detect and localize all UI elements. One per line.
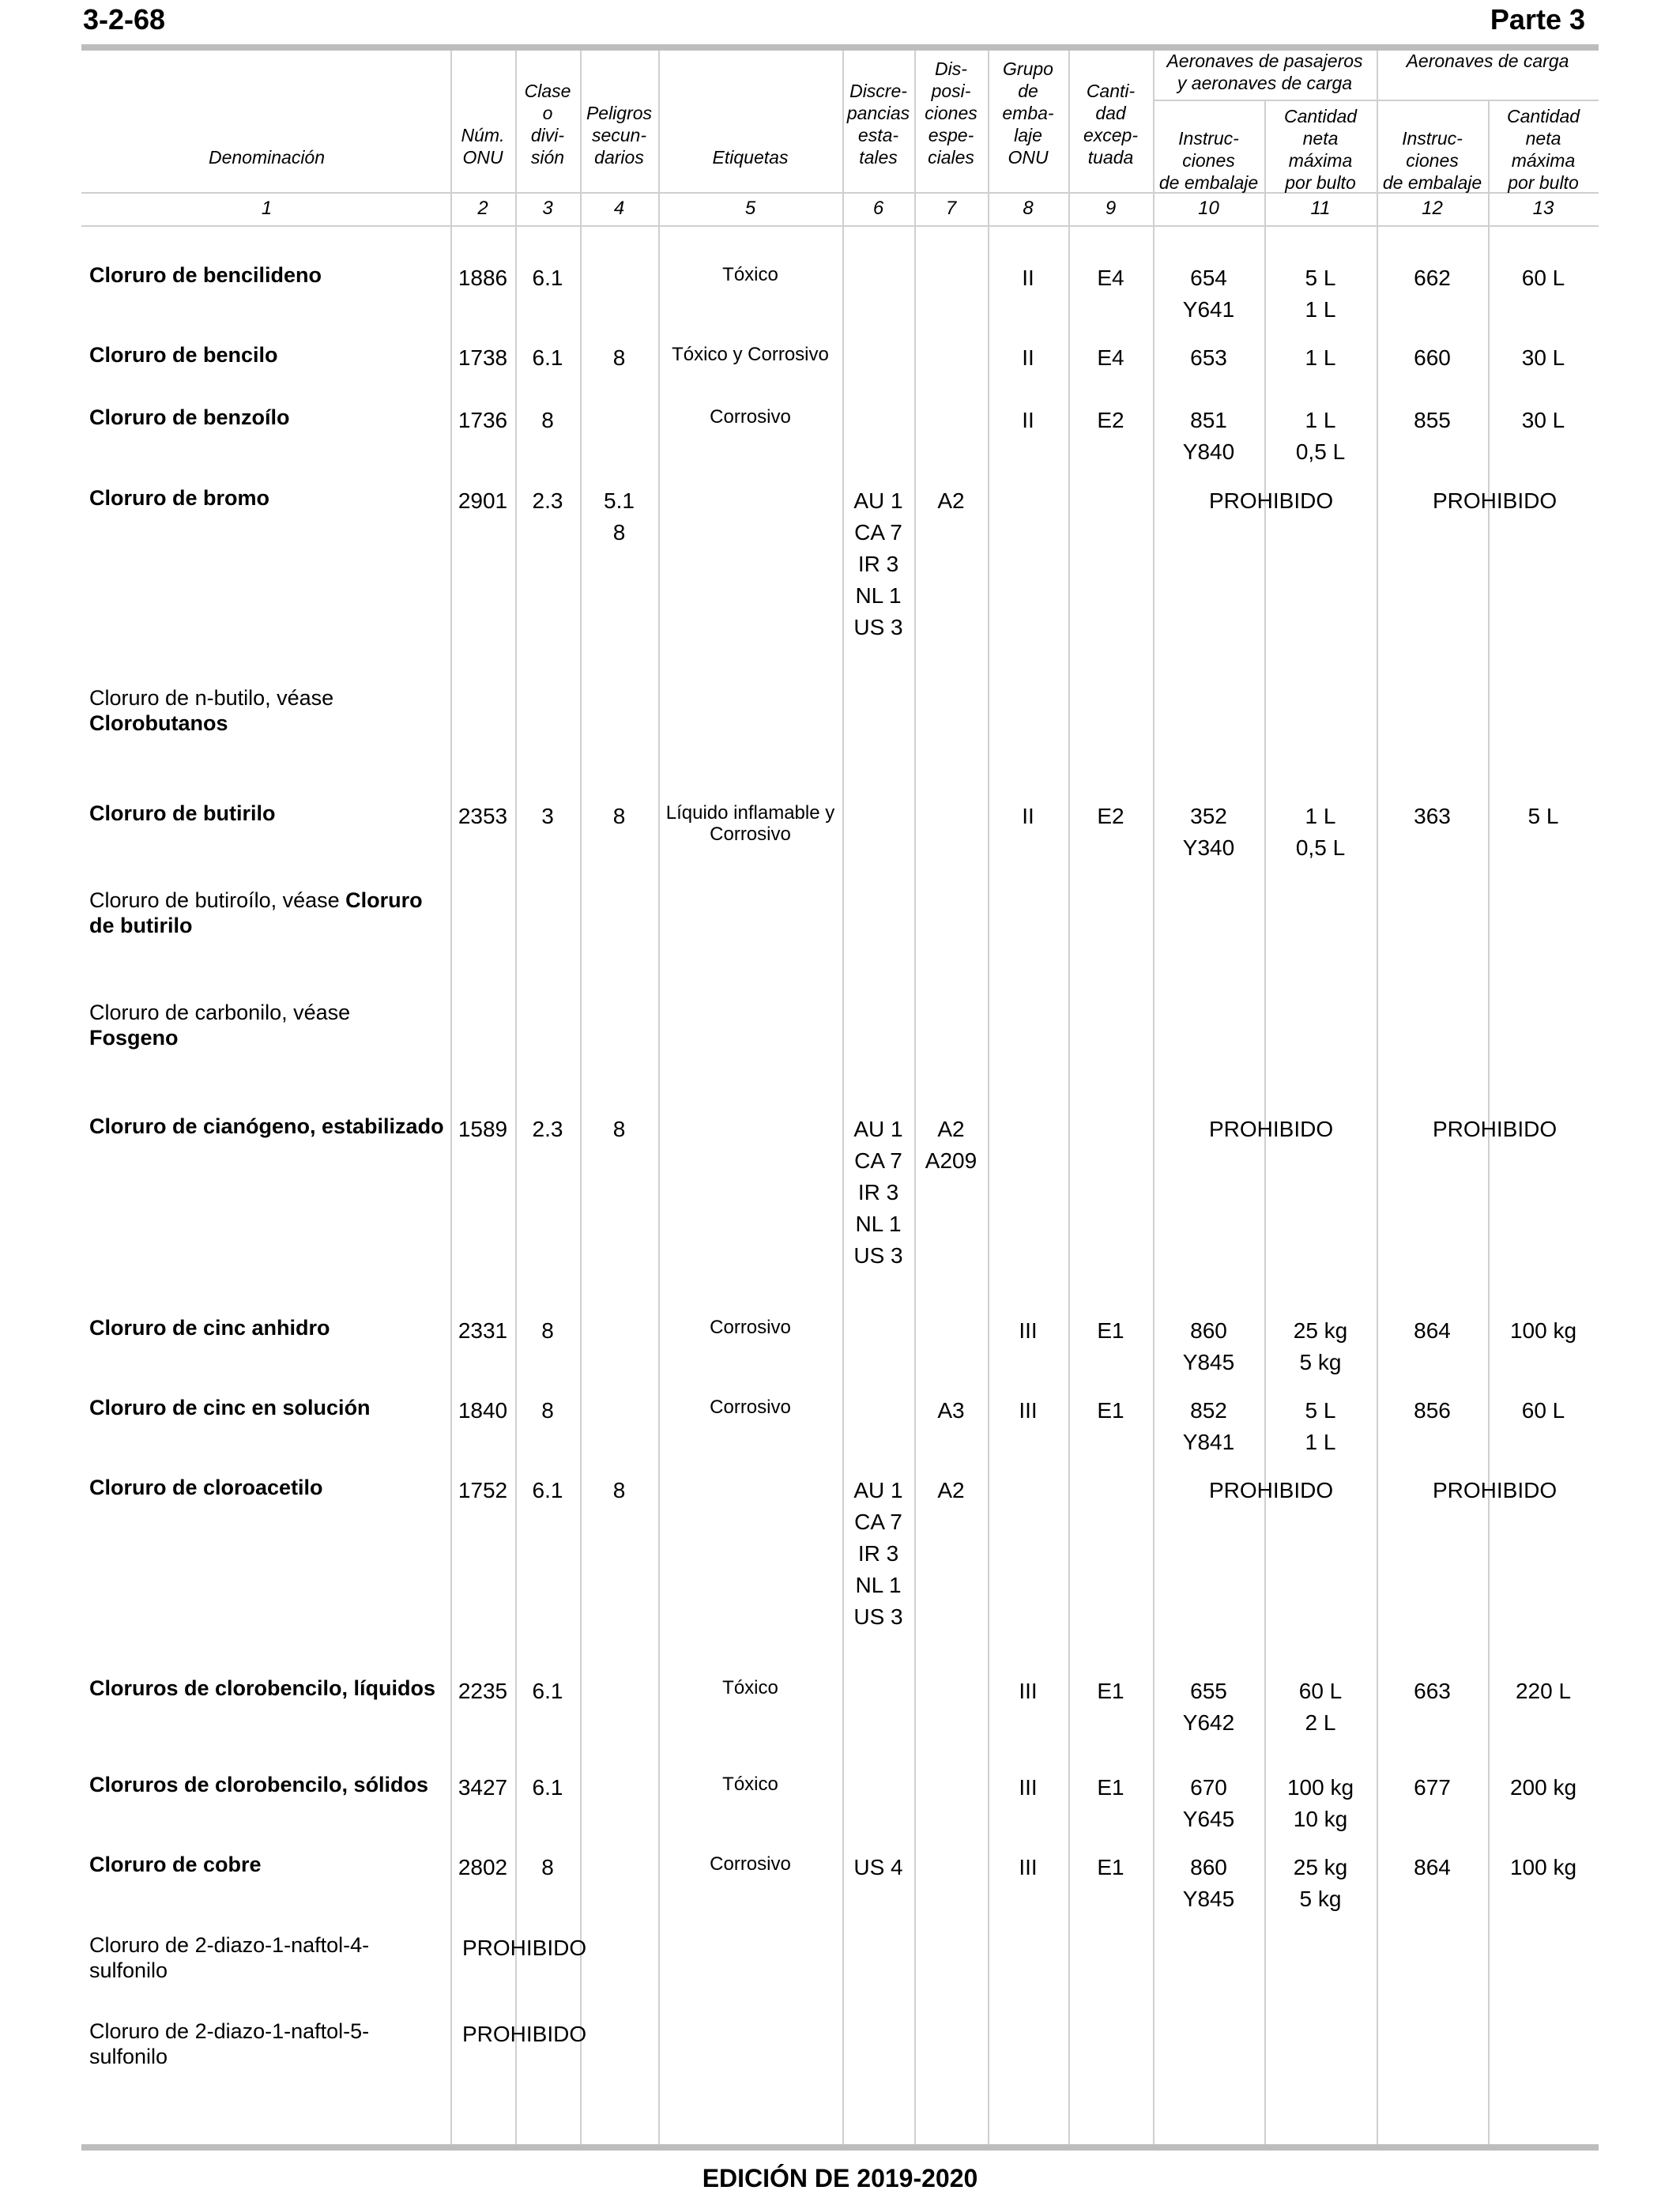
cell-clase: 8 [541, 408, 554, 432]
entry-name: Cloruro de carbonilo, véase Fosgeno [89, 1001, 351, 1050]
prohibited-cargo: PROHIBIDO [1433, 1117, 1558, 1141]
column-number: 9 [1105, 198, 1117, 219]
cell-instr-carga: 363 [1414, 804, 1451, 828]
entry-name: Cloruro de butirilo [89, 801, 276, 825]
cell-clase: 6.1 [532, 1775, 563, 1800]
cell-cant-carga: 60 L [1521, 266, 1565, 290]
cell-cant-pas: 1 L [1305, 345, 1336, 370]
cell-onu: 1840 [458, 1398, 508, 1423]
column-number: 10 [1198, 198, 1219, 219]
page-number: 3-2-68 [83, 3, 166, 36]
prohibited-passenger: PROHIBIDO [1209, 488, 1334, 513]
cell-clase: 6.1 [532, 1478, 563, 1502]
cell-instr-pas: 860 Y845 [1182, 1855, 1235, 1911]
cell-instr-pas: 852 Y841 [1182, 1398, 1235, 1454]
cell-discrepancias: AU 1 CA 7 IR 3 NL 1 US 3 [853, 488, 903, 639]
entry-name: Cloruro de cinc en solución [89, 1396, 371, 1419]
cell-cant-carga: 30 L [1521, 408, 1565, 432]
cell-instr-carga: 864 [1414, 1318, 1451, 1343]
cell-peligros: 8 [612, 345, 626, 370]
cell-clase: 2.3 [532, 488, 563, 513]
cell-peligros: 5.1 8 [604, 488, 635, 545]
cell-instr-pas: 352 Y340 [1182, 804, 1235, 860]
cell-cant-exc: E4 [1097, 266, 1124, 290]
cell-instr-carga: 855 [1414, 408, 1451, 432]
cell-clase: 6.1 [532, 1679, 563, 1703]
cell-onu: 2331 [458, 1318, 508, 1343]
entry-name: Cloruro de cloroacetilo [89, 1476, 323, 1499]
cell-cant-carga: 200 kg [1509, 1775, 1577, 1800]
cell-clase: 8 [541, 1398, 554, 1423]
cell-grupo: II [1022, 345, 1034, 370]
column-divider [842, 51, 844, 2144]
cell-etiquetas: Corrosivo [710, 1853, 791, 1875]
cell-grupo: III [1019, 1679, 1038, 1703]
cell-discrepancias: AU 1 CA 7 IR 3 NL 1 US 3 [853, 1478, 903, 1629]
entry-name: Cloruro de butiroílo, véase Cloruro de butirilo [89, 888, 423, 937]
header-grupo: Grupo de emba- laje ONU [1002, 58, 1054, 168]
cell-onu: 2353 [458, 804, 508, 828]
cell-onu: 1752 [458, 1478, 508, 1502]
entry-name: Cloruro de 2-diazo-1-naftol-5-sulfonilo [89, 2019, 370, 2068]
cell-instr-carga: 856 [1414, 1398, 1451, 1423]
cell-cant-pas: 100 kg 10 kg [1286, 1775, 1354, 1831]
cell-cant-pas: 60 L 2 L [1298, 1679, 1343, 1735]
cross-reference: Clorobutanos [89, 711, 228, 735]
entry-name: Cloruro de bencilideno [89, 263, 322, 287]
cell-cant-pas: 1 L 0,5 L [1295, 804, 1346, 860]
header-pasajeros-group: Aeronaves de pasajeros y aeronaves de carga [1166, 51, 1363, 93]
part-label: Parte 3 [1490, 3, 1585, 36]
column-number: 3 [542, 198, 553, 219]
header-divider [81, 225, 1599, 227]
cell-peligros: 8 [612, 1117, 626, 1141]
header-num-onu: Núm. ONU [461, 125, 505, 168]
cell-onu: 1886 [458, 266, 508, 290]
header-peligros: Peligros secun- darios [586, 103, 653, 168]
column-number: 6 [872, 198, 884, 219]
cell-cant-exc: E1 [1097, 1775, 1124, 1800]
cell-instr-carga: 662 [1414, 266, 1451, 290]
cell-etiquetas: Corrosivo [710, 1397, 791, 1418]
entry-name: Cloruro de cobre [89, 1853, 262, 1876]
cell-instr-pas: 654 Y641 [1182, 266, 1235, 322]
cell-etiquetas: Líquido inflamable y Corrosivo [665, 802, 835, 845]
header-clase: Clase o divi- sión [524, 81, 571, 168]
entry-name: Cloruro de cianógeno, estabilizado [89, 1114, 444, 1138]
cell-clase: 8 [541, 1855, 554, 1879]
cell-grupo: III [1019, 1855, 1038, 1879]
prohibited-cargo: PROHIBIDO [1433, 1478, 1558, 1502]
entry-name: Cloruro de benzoílo [89, 405, 290, 429]
column-number: 1 [261, 198, 273, 219]
cell-instr-carga: 677 [1414, 1775, 1451, 1800]
cell-cant-exc: E1 [1097, 1398, 1124, 1423]
header-disposiciones: Dis- posi- ciones espe- ciales [925, 58, 977, 168]
cell-cant-exc: E4 [1097, 345, 1124, 370]
cell-peligros: 8 [612, 804, 626, 828]
cell-etiquetas: Tóxico [722, 1677, 778, 1698]
cross-reference: Fosgeno [89, 1026, 179, 1050]
entry-name: Cloruro de bromo [89, 486, 269, 510]
cell-cant-pas: 1 L 0,5 L [1295, 408, 1346, 464]
cell-cant-exc: E1 [1097, 1855, 1124, 1879]
cell-instr-pas: 653 [1190, 345, 1227, 370]
entry-name: Cloruro de n-butilo, véase Clorobutanos [89, 686, 334, 735]
cell-onu: 1589 [458, 1117, 508, 1141]
cell-cant-carga: 5 L [1527, 804, 1559, 828]
bottom-rule [81, 2144, 1599, 2151]
cell-grupo: III [1019, 1775, 1038, 1800]
cell-instr-carga: 864 [1414, 1855, 1451, 1879]
cell-cant-exc: E2 [1097, 804, 1124, 828]
entry-name: Cloruro de bencilo [89, 343, 278, 367]
prohibited-entry: PROHIBIDO [462, 1936, 587, 1960]
cell-onu: 1738 [458, 345, 508, 370]
column-number: 2 [477, 198, 488, 219]
cell-disposiciones: A2 [937, 1478, 965, 1502]
cell-grupo: II [1022, 408, 1034, 432]
cell-etiquetas: Tóxico [722, 1774, 778, 1795]
cell-grupo: III [1019, 1398, 1038, 1423]
prohibited-entry: PROHIBIDO [462, 2022, 587, 2046]
column-divider [914, 51, 916, 2144]
cell-clase: 6.1 [532, 266, 563, 290]
cell-discrepancias: US 4 [853, 1855, 903, 1879]
column-number: 8 [1023, 198, 1034, 219]
cell-onu: 2235 [458, 1679, 508, 1703]
cell-disposiciones: A2 [937, 488, 965, 513]
cell-disposiciones: A3 [937, 1398, 965, 1423]
cell-onu: 2802 [458, 1855, 508, 1879]
cell-etiquetas: Tóxico [722, 264, 778, 285]
cell-clase: 3 [541, 804, 554, 828]
group-header-divider [1153, 100, 1599, 101]
header-discrepancias: Discre- pancias esta- tales [846, 81, 910, 168]
entry-name: Cloruro de 2-diazo-1-naftol-4-sulfonilo [89, 1933, 370, 1982]
cell-onu: 1736 [458, 408, 508, 432]
column-number: 4 [613, 198, 625, 219]
cell-clase: 8 [541, 1318, 554, 1343]
cell-instr-pas: 655 Y642 [1182, 1679, 1235, 1735]
cell-onu: 2901 [458, 488, 508, 513]
column-number: 7 [945, 198, 957, 219]
header-etiquetas: Etiquetas [712, 147, 789, 168]
column-number: 12 [1422, 198, 1443, 219]
cell-grupo: II [1022, 266, 1034, 290]
column-number: 13 [1532, 198, 1554, 219]
header-instrucciones-carga: Instruc- ciones de embalaje [1382, 128, 1482, 193]
cell-instr-carga: 663 [1414, 1679, 1451, 1703]
prohibited-passenger: PROHIBIDO [1209, 1478, 1334, 1502]
cell-cant-pas: 5 L 1 L [1305, 1398, 1336, 1454]
cell-cant-pas: 25 kg 5 kg [1293, 1855, 1348, 1911]
cell-instr-pas: 860 Y845 [1182, 1318, 1235, 1374]
cell-cant-exc: E2 [1097, 408, 1124, 432]
header-denominacion: Denominación [208, 147, 326, 168]
cell-cant-carga: 100 kg [1509, 1855, 1577, 1879]
cell-cant-exc: E1 [1097, 1679, 1124, 1703]
cell-cant-pas: 25 kg 5 kg [1293, 1318, 1348, 1374]
cell-cant-carga: 100 kg [1509, 1318, 1577, 1343]
cell-cant-carga: 60 L [1521, 1398, 1565, 1423]
cell-instr-pas: 851 Y840 [1182, 408, 1235, 464]
edition-footer: EDICIÓN DE 2019-2020 [702, 2164, 978, 2192]
column-number: 11 [1310, 198, 1331, 219]
cell-grupo: II [1022, 804, 1034, 828]
cell-cant-exc: E1 [1097, 1318, 1124, 1343]
cell-etiquetas: Corrosivo [710, 406, 791, 428]
column-number: 5 [744, 198, 756, 219]
cell-grupo: III [1019, 1318, 1038, 1343]
cell-cant-carga: 220 L [1515, 1679, 1572, 1703]
cell-peligros: 8 [612, 1478, 626, 1502]
cell-clase: 2.3 [532, 1117, 563, 1141]
header-instrucciones-pas: Instruc- ciones de embalaje [1158, 128, 1259, 193]
cell-cant-carga: 30 L [1521, 345, 1565, 370]
entry-name: Cloruros de clorobencilo, líquidos [89, 1676, 436, 1700]
cell-instr-carga: 660 [1414, 345, 1451, 370]
cell-discrepancias: AU 1 CA 7 IR 3 NL 1 US 3 [853, 1117, 903, 1268]
cell-instr-pas: 670 Y645 [1182, 1775, 1235, 1831]
cell-onu: 3427 [458, 1775, 508, 1800]
entry-name: Cloruro de cinc anhidro [89, 1316, 330, 1340]
header-cantidad-carga: Cantidad neta máxima por bulto [1506, 106, 1580, 193]
prohibited-cargo: PROHIBIDO [1433, 488, 1558, 513]
entry-name: Cloruros de clorobencilo, sólidos [89, 1773, 429, 1796]
cell-clase: 6.1 [532, 345, 563, 370]
cell-cant-pas: 5 L 1 L [1305, 266, 1336, 322]
prohibited-passenger: PROHIBIDO [1209, 1117, 1334, 1141]
cell-etiquetas: Corrosivo [710, 1317, 791, 1338]
header-cantidad-exceptuada: Canti- dad excep- tuada [1083, 81, 1139, 168]
header-cantidad-pas: Cantidad neta máxima por bulto [1283, 106, 1358, 193]
cell-disposiciones: A2 A209 [925, 1117, 977, 1173]
cross-reference: Cloruro de butirilo [89, 888, 423, 937]
header-carga-group: Aeronaves de carga [1406, 51, 1569, 71]
cell-etiquetas: Tóxico y Corrosivo [672, 344, 829, 365]
